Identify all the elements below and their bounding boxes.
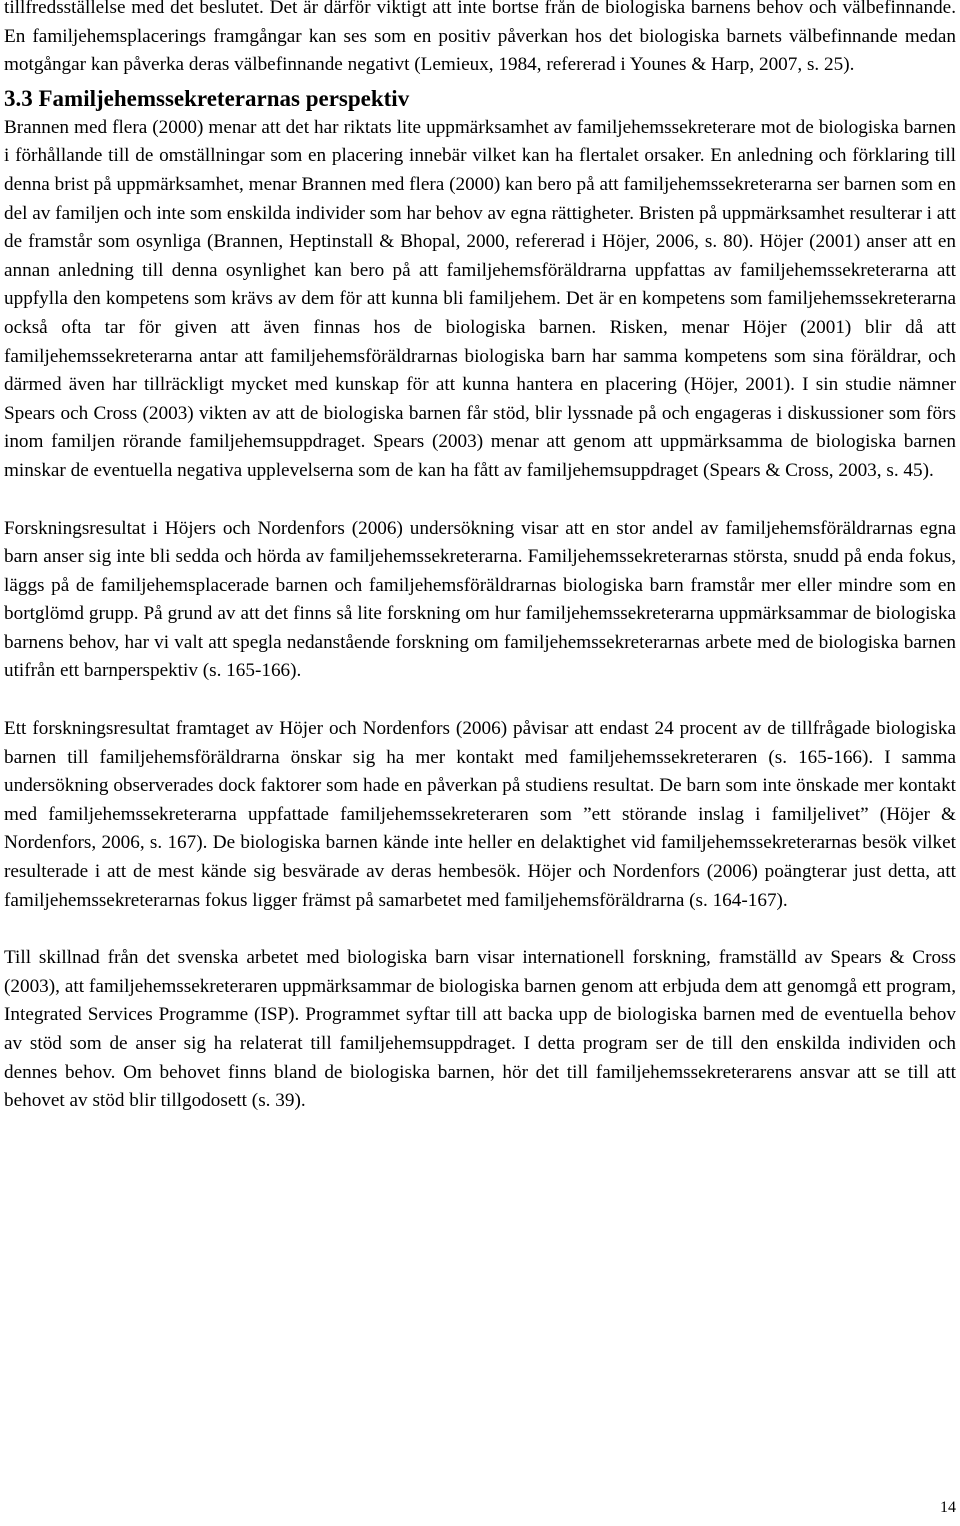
body-paragraph-1: Brannen med flera (2000) menar att det har riktats lite uppmärksamhet av familjehemssekreterare mot de biologiska barnen i förhållande till de omställningar som en placering innebär vilket kan ha flertalet orsaker. En anledning och förklaring till denna brist på uppmärksamhet, menar Brannen med flera (2000) kan bero på att familjehemssekreterarna ser barnen som en del av familjen och inte som enskilda individer som har behov av egna rättigheter. Bristen på uppmärksamhet resulterar i att de framstår som osynliga (Brannen, Heptinstall & Bhopal, 2000, refererad i Höjer, 2006, s. 80). Höjer (2001) anser att en annan anledning till denna osynlighet kan bero på att familjehemsföräldrarna uppfattas av familjehemssekreterarna att uppfylla den kompetens som krävs av dem för att kunna bli familjehem. Det är en kompetens som familjehemssekreterarna också ofta tar för given att även finnas hos de biologiska barnen. Risken, menar Höjer (2001) blir då att familjehemssekreterarna antar att familjehemsföräldrarnas biologiska barn har samma kompetens som sina föräldrar, och därmed även har tillräckligt mycket med kunskap för att kunna hantera en placering (Höjer, 2001). I sin studie nämner Spears och Cross (2003) vikten av att de biologiska barnen får stöd, blir lyssnade på och engageras i diskussioner som förs inom familjen rörande familjehemsuppdraget. Spears (2003) menar att genom att uppmärksamma de biologiska barnen minskar de eventuella negativa upplevelserna som de kan ha fått av familjehemsuppdraget (Spears & Cross, 2003, s. 45). — [4, 116, 956, 481]
paragraph-gap — [4, 915, 956, 944]
paragraph-gap — [4, 486, 956, 515]
body-paragraph-2: Forskningsresultat i Höjers och Nordenfors (2006) undersökning visar att en stor andel av familjehemsföräldrarnas egna barn anser sig inte bli sedda och hörda av familjehemssekreterarna. Familjehemssekreterarnas största, snudd på enda fokus, läggs på de familjehemsplacerade barnen och familjehemsföräldrarnas biologiska barn framstår mer eller mindre som en bortglömd grupp. På grund av att det finns så lite forskning om hur familjehemssekreterarna uppmärksammar de biologiska barnens behov, har vi valt att spegla nedanstående forskning om familjehemssekreterarnas arbete med de biologiska barnen utifrån ett barnperspektiv (s. 165-166). — [4, 517, 956, 682]
intro-paragraph: tillfredsställelse med det beslutet. Det är därför viktigt att inte bortse från de biologiska barnens behov och välbefinnande. En familjehemsplacerings framgångar kan ses som en positiv påverkan hos det biologiska barnets välbefinnande medan motgångar kan påverka deras välbefinnande negativt (Lemieux, 1984, refererad i Younes & Harp, 2007, s. 25). — [4, 0, 956, 76]
paragraph-gap — [4, 686, 956, 715]
section-heading: 3.3 Familjehemssekreterarnas perspektiv — [4, 85, 410, 111]
page-number: 14 — [940, 1499, 956, 1516]
document-page — [4, 0, 956, 1116]
body-paragraph-4: Till skillnad från det svenska arbetet med biologiska barn visar internationell forskning, framställd av Spears & Cross (2003), att familjehemssekreteraren uppmärksammar de biologiska barnen genom att erbjuda dem att genomgå ett program, Integrated Services Programme (ISP). Programmet syftar till att backa upp de biologiska barnen med de eventuella behov av stöd som de anser sig ha relaterat till familjehemsuppdraget. I detta program ser de till den enskilda individen och dennes behov. Om behovet finns bland de biologiska barnen, hör det till familjehemssekreterarens ansvar att se till att behovet av stöd blir tillgodosett (s. 39). — [4, 947, 956, 1112]
body-paragraph-3: Ett forskningsresultat framtaget av Höjer och Nordenfors (2006) påvisar att endast 24 procent av de tillfrågade biologiska barnen till familjehemsföräldrarna önskar sig ha mer kontakt med familjehemssekreteraren (s. 165-166). I samma undersökning observerades dock faktorer som hade en påverkan på studiens resultat. De barn som inte önskade mer kontakt med familjehemssekreterarna uppfattade familjehemssekreteraren som ”ett störande inslag i familjelivet” (Höjer & Nordenfors, 2006, s. 167). De biologiska barnen kände inte heller en delaktighet vid familjehemssekreterarnas besök vilket resulterade i att de mest kände sig besvärade av deras hembesök. Höjer och Nordenfors (2006) poängterar just detta, att familjehemssekreterarnas fokus ligger främst på samarbetet med familjehemsföräldrarna (s. 164-167). — [4, 718, 956, 911]
